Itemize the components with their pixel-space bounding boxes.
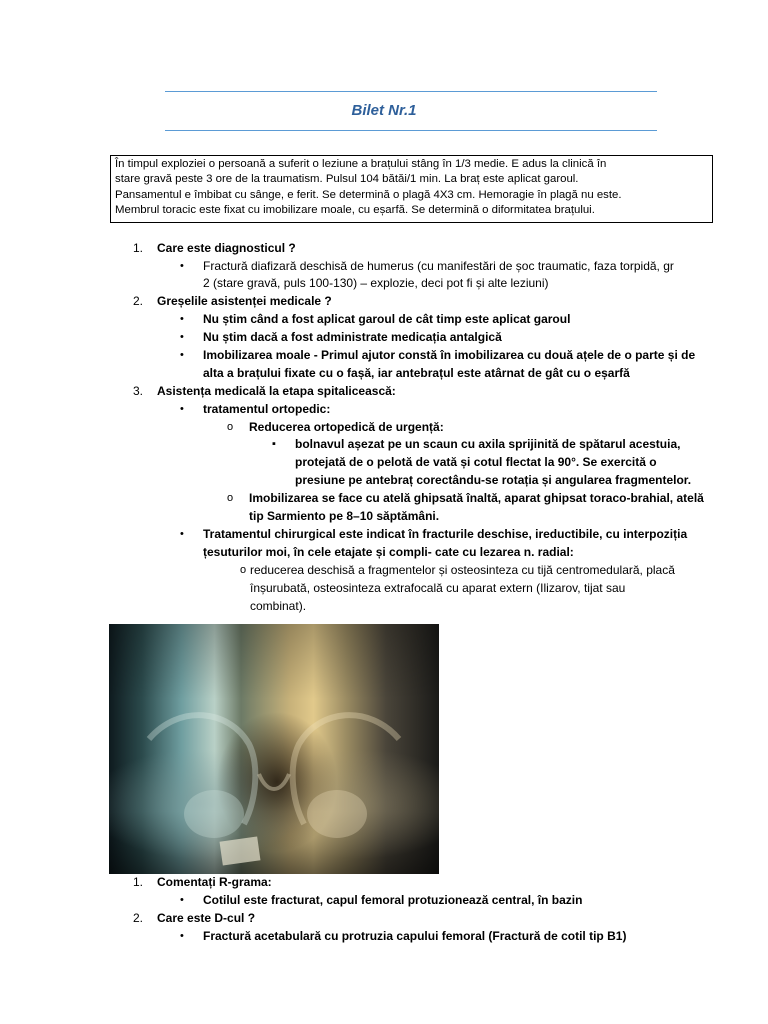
answer-line: Fractură diafizară deschisă de humerus (cu manifestări de șoc traumatic, faza torpidă, gr [203,259,674,273]
question-3: Asistența medicală la etapa spitalicească: [157,384,396,398]
bullet-circle-icon: o [240,564,247,576]
answer-line: presiune pe antebraț corectându-se rotația și angularea fragmentelor. [295,473,692,487]
answer-line: înșurubată, osteosinteza extrafocală cu aparat extern (Ilizarov, tijat sau [250,581,626,595]
case-description-box [110,155,713,223]
question-5: Care este D-cul ? [157,911,256,925]
bullet-disc-icon: • [180,313,184,325]
bullet-square-icon: ▪ [272,438,276,450]
answer-line: tratamentul ortopedic: [203,402,331,416]
answer-line: 2 (stare gravă, puls 100-130) – explozie, deci pot fi și alte leziuni) [203,276,549,290]
case-line: stare gravă peste 3 ore de la traumatism. Pulsul 104 bătăi/1 min. La braț este aplicat garoul. [115,173,579,186]
xray-bone-outlines [109,624,439,874]
bullet-disc-icon: • [180,349,184,361]
question-number: 2. [133,911,144,925]
question-number: 1. [133,875,144,889]
question-number: 1. [133,241,144,255]
question-2: Greșelile asistenței medicale ? [157,294,332,308]
bullet-disc-icon: • [180,331,184,343]
answer-line: țesuturilor moi, în cele etajate și compli- cate cu lezarea n. radial: [203,545,574,559]
answer-line: protejată de o pelotă de vată și cotul flectat la 90°. Se exercită o [295,455,657,469]
title-top-rule [165,91,657,92]
answer-line: Imobilizarea moale - Primul ajutor constă în imobilizarea cu două ațele de o parte și de [203,348,696,362]
answer-line: Nu știm când a fost aplicat garoul de cât timp este aplicat garoul [203,312,571,326]
question-number: 3. [133,384,144,398]
answer-line: Fractură acetabulară cu protruzia capului femoral (Fractură de cotil tip B1) [203,929,627,943]
question-1: Care este diagnosticul ? [157,241,296,255]
bullet-disc-icon: • [180,403,184,415]
answer-line: tip Sarmiento pe 8–10 săptămâni. [249,509,440,523]
page-title: Bilet Nr.1 [351,102,417,119]
title-bottom-rule [165,130,657,131]
question-number: 2. [133,294,144,308]
answer-line: Imobilizarea se face cu atelă ghipsată înaltă, aparat ghipsat toraco-brahial, atelă [249,491,704,505]
pelvic-xray-image [109,624,439,874]
case-line: Pansamentul e îmbibat cu sânge, e ferit. Se determină o plagă 4X3 cm. Hemoragie în plagă nu este. [115,188,622,201]
bullet-disc-icon: • [180,930,184,942]
bullet-disc-icon: • [180,260,184,272]
question-4: Comentați R-grama: [157,875,272,889]
bullet-disc-icon: • [180,894,184,906]
answer-line: Tratamentul chirurgical este indicat în fracturile deschise, ireductibile, cu interpoziția [203,527,688,541]
answer-line: Reducerea ortopedică de urgență: [249,420,444,434]
answer-line: reducerea deschisă a fragmentelor și osteosinteza cu tijă centromedulară, placă [250,563,675,577]
answer-line: alta a brațului fixate cu o fașă, iar antebrațul este atârnat de gât cu o eșarfă [203,366,630,380]
answer-line: combinat). [250,599,307,613]
bullet-circle-icon: o [227,421,234,433]
answer-line: Nu știm dacă a fost administrate medicația antalgică [203,330,502,344]
bullet-circle-icon: o [227,492,234,504]
bullet-disc-icon: • [180,528,184,540]
case-line: Membrul toracic este fixat cu imobilizare moale, cu eșarfă. Se determină o diformitatea brațului. [115,203,595,216]
case-line: În timpul exploziei o persoană a suferit o leziune a brațului stâng în 1/3 medie. E adus la clinică în [115,158,607,170]
answer-line: bolnavul așezat pe un scaun cu axila sprijinită de spătarul acestuia, [295,437,681,451]
answer-line: Cotilul este fracturat, capul femoral protuzionează central, în bazin [203,893,583,907]
